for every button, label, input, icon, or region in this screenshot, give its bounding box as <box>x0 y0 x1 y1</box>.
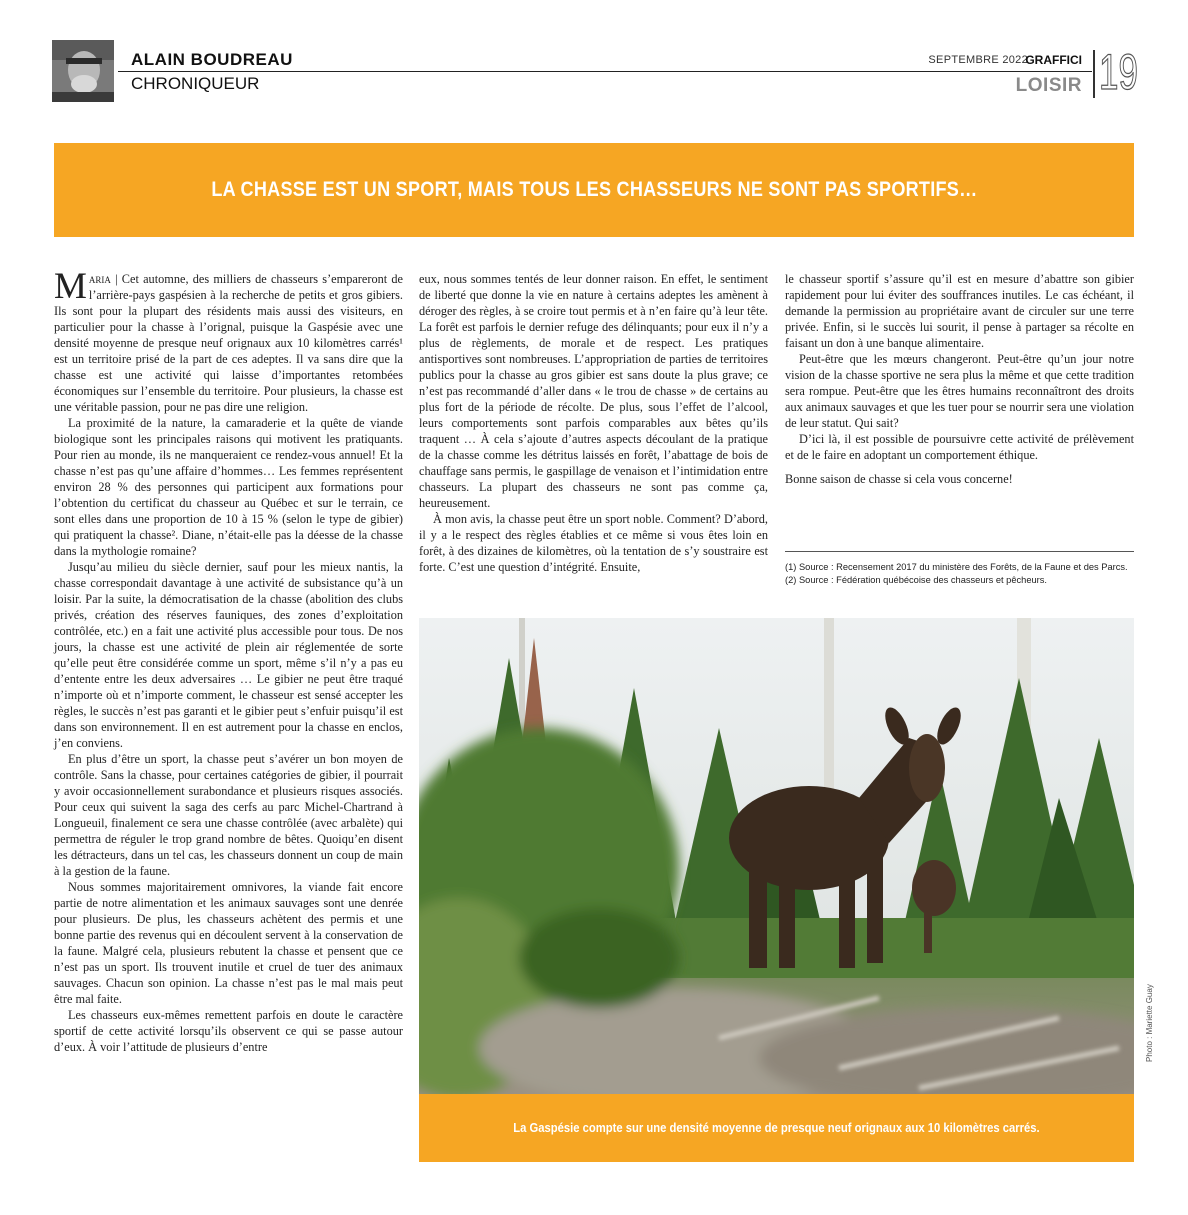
author-avatar <box>52 40 114 102</box>
author-name: ALAIN BOUDREAU <box>131 50 293 69</box>
header-vertical-divider <box>1093 50 1095 98</box>
article-signoff: Bonne saison de chasse si cela vous concerne! <box>785 472 1013 486</box>
dateline: aria <box>88 272 111 286</box>
title-banner <box>54 143 1134 237</box>
header-divider <box>118 71 1092 72</box>
article-column-3 <box>785 271 1134 487</box>
issue-date: SEPTEMBRE 2022 <box>928 54 1028 66</box>
article-paragraph: D’ici là, il est possible de poursuivre cette activité de prélèvement et de le faire en adoptant un comportement éthique. <box>785 432 1134 462</box>
footnote: (2) Source : Fédération québécoise des chasseurs et pêcheurs. <box>785 575 1048 585</box>
paper-name: GRAFFICI <box>1025 53 1082 67</box>
photo-caption-bar <box>419 1094 1134 1162</box>
article-paragraph: Jusqu’au milieu du siècle dernier, sauf pour les mieux nantis, la chasse correspondait davantage à une activité de subsistance qu’à un loisir. Par la suite, la démocratisation de la chasse (abolition des clubs privés, création des réserves fauniques, des zones d’exploitation contrôlée, etc.) en a fait une activité plus accessible pour tous. De nos jours, la chasse est une activité de plein air réglementée de sorte qu’elle peut être considérée comme un sport, même s’il n’y a pas eu d’entente entre les deux adversaires … Le gibier ne peut être traqué n’importe où et n’importe comment, le chasseur est sensé accepter les règles, le succès n’est pas garanti et le gibier peut s’enfuir puisqu’il est dans son environnement. Il en est autrement pour la chasse en enclos, j’en conviens. <box>54 560 403 750</box>
article-title: LA CHASSE EST UN SPORT, MAIS TOUS LES CHASSEURS NE SONT PAS SPORTIFS… <box>210 178 978 201</box>
article-column-2 <box>419 271 768 575</box>
moose-photo <box>419 618 1134 1094</box>
section-name: LOISIR <box>1015 75 1082 96</box>
page-number: 19 <box>1099 44 1138 100</box>
article-paragraph: Peut-être que les mœurs changeront. Peut-être qu’un jour notre vision de la chasse sportive ne sera plus la même et que cette tradition sera rompue. Peut-être que les êtres humains reconnaîtront des droits aux animaux sauvages et que les tuer pour se nourrir sera une violation de leur statut. Qui sait? <box>785 352 1134 430</box>
footnote: (1) Source : Recensement 2017 du ministère des Forêts, de la Faune et des Parcs. <box>785 562 1128 572</box>
article-paragraph: Les chasseurs eux-mêmes remettent parfois en doute le caractère sportif de cette activité lorsqu’ils observent ce qui se passe autour d’eux. À voir l’attitude de plusieurs d’entre <box>54 1008 403 1054</box>
article-paragraph: En plus d’être un sport, la chasse peut s’avérer un bon moyen de contrôle. Sans la chasse, pour certaines catégories de gibier, il pourrait y avoir occasionnellement surabondance et plusieurs risques associés. Pour ceux qui suivent la saga des cerfs au parc Michel-Chartrand à Longueuil, finalement ce sera une chasse contrôlée (avec arbalète) qui permettra de réguler le trop grand nombre de bêtes. Quoiqu’en disent les détracteurs, dans un tel cas, les chasseurs donnent un coup de main à la gestion de la faune. <box>54 752 403 878</box>
footnotes-divider <box>785 551 1134 552</box>
article-paragraph: Nous sommes majoritairement omnivores, la viande fait encore partie de notre alimentation et les animaux sauvages sont une denrée pour plusieurs. De plus, les chasseurs achètent des permis et une bonne partie des revenus qui en découlent servent à la conservation de la faune. Malgré cela, plusieurs rebutent la chasse et pensent que ce n’est pas un sport. Ils trouvent inutile et cruel de tuer des animaux sauvages. Chacun son opinion. La chasse n’est pas le mal mais peut être mal faite. <box>54 880 403 1006</box>
article-paragraph: La proximité de la nature, la camaraderie et la quête de viande biologique sont les principales raisons qui motivent les pratiquants. Pour rien au monde, ils ne manqueraient ce rendez-vous annuel! Et la chasse n’est pas qu’une affaire d’hommes… Les femmes représentent environ 28 % des personnes qui participent aux formations pour l’obtention du certificat du chasseur au Québec et sur le terrain, ce sont elles dans une proportion de 10 à 15 % (selon le type de gibier) qui pratiquent la chasse². Diane, n’était-elle pas la déesse de la chasse dans la mythologie romaine? <box>54 416 403 558</box>
author-role: CHRONIQUEUR <box>131 74 260 93</box>
photo-credit: Photo : Mariette Guay <box>1145 984 1154 1062</box>
article-paragraph: eux, nous sommes tentés de leur donner raison. En effet, le sentiment de liberté que donne la vie en nature à certains adeptes les amènent à déroger des règles, à se croire tout permis et à n’en faire qu’à leur tête. La forêt est parfois le dernier refuge des délinquants; pour eux il n’y a plus de règlements, de morale et de respect. Les pratiques antisportives sont nombreuses. L’appropriation de parties de territoires publics pour la chasse au gros gibier est sans doute la plus grave; ce n’est pas recommandé d’aller dans « le trou de chasse » de certains au plus fort de la période de récolte. De plus, sous l’effet de l’alcool, leurs comportements sont parfois comparables aux bêtes qu’ils traquent … À cela s’ajoute d’autres aspects découlant de la pratique de la chasse comme les détritus laissés en forêt, l’abattage de bois de chauffage sans permis, le gaspillage de venaison et l’intimidation entre chasseurs. La plupart des chasseurs ne sont pas comme ça, heureusement. <box>419 272 768 510</box>
drop-cap: M <box>54 266 87 307</box>
article-paragraph: À mon avis, la chasse peut être un sport noble. Comment? D’abord, il y a le respect des règles établies et ce même si vous êtes loin en forêt, à des dizaines de kilomètres, où la tentation de s’y soustraire est forte. C’est une question d’intégrité. Ensuite, <box>419 512 768 574</box>
footnotes <box>785 561 1134 587</box>
photo-caption: La Gaspésie compte sur une densité moyenne de presque neuf orignaux aux 10 kilomètres carrés. <box>513 1121 1040 1135</box>
article-column-1 <box>54 266 403 1055</box>
article-paragraph: le chasseur sportif s’assure qu’il est en mesure d’abattre son gibier rapidement pour lui éviter des souffrances inutiles. Le cas échéant, il demande la permission au propriétaire avant de circuler sur une terre privée. Enfin, si le succès lui sourit, il pense à partager sa récolte en faisant un don à une banque alimentaire. <box>785 272 1134 350</box>
article-paragraph: Maria | Cet automne, des milliers de chasseurs s’empareront de l’arrière-pays gaspésien à la recherche de petits et gros gibiers. Ils sont pour la plupart des résidents mais aussi des visiteurs, en particulier pour la chasse à l’orignal, puisque la Gaspésie avec une densité moyenne de presque neuf orignaux aux 10 kilomètres carrés¹ est un territoire prisé de la part de ces adeptes. Il va sans dire que la chasse est une activité qui laisse d’importantes retombées économiques sur l’ensemble du territoire. Pour plusieurs, la chasse est une véritable passion, pour ne pas dire une religion. <box>54 266 403 414</box>
